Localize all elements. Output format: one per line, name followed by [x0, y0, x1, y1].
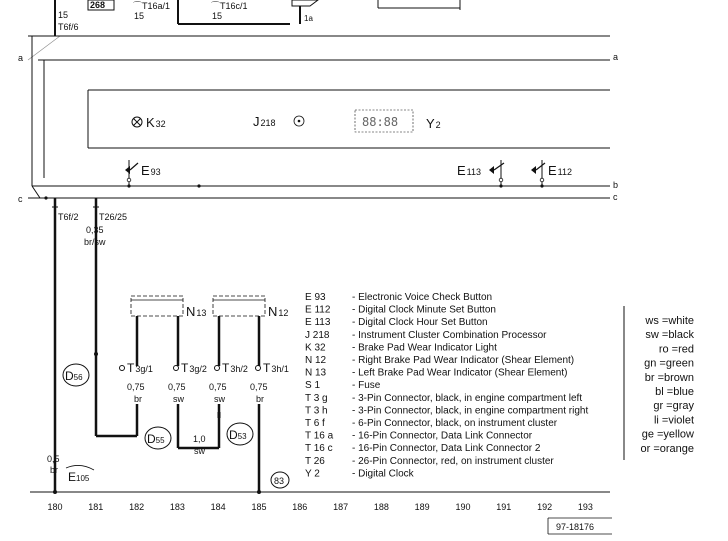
t3g1-color: br — [134, 394, 143, 404]
legend-desc: - 16-Pin Connector, Data Link Connector 2 — [352, 443, 541, 455]
label-15: 15 — [58, 10, 69, 20]
legend-code: T 3 h — [305, 405, 328, 417]
ground-d55 — [145, 427, 171, 449]
n13-label: N13 — [186, 304, 207, 319]
label-1a: 1a — [304, 14, 313, 23]
color-key-entry: gr =gray — [653, 400, 694, 413]
bus-label-a-right: a — [613, 52, 619, 62]
processor-j218 — [253, 114, 304, 129]
wire-gauge-035: 0,35 — [86, 225, 104, 235]
svg-text:E105: E105 — [68, 470, 90, 484]
button-e112 — [531, 160, 572, 185]
svg-text:D55: D55 — [147, 432, 165, 446]
legend-code: T 6 f — [305, 418, 325, 429]
wire-color-br-left: br — [50, 465, 59, 475]
legend-desc: - Left Brake Pad Wear Indicator (Shear Element) — [352, 367, 568, 379]
track-number: 183 — [169, 502, 185, 512]
legend-code: Y 2 — [305, 468, 320, 480]
component-legend — [305, 292, 588, 479]
legend-desc: - Right Brake Pad Wear Indicator (Shear Element) — [352, 355, 575, 366]
t3h2-label: T3h/2 — [222, 361, 248, 375]
legend-desc: - Brake Pad Wear Indicator Light — [352, 342, 497, 354]
doc-ref-text: 97-18176 — [556, 522, 595, 532]
legend-desc: - 16-Pin Connector, Data Link Connector — [352, 430, 533, 442]
ground-d56 — [63, 364, 89, 386]
digital-clock-y2 — [355, 110, 441, 132]
label-15b: 15 — [134, 11, 145, 21]
ground-d53 — [227, 423, 253, 445]
legend-desc: - Digital Clock Minute Set Button — [352, 304, 496, 316]
clock-display: 88:88 — [362, 115, 399, 129]
e112-label: E112 — [548, 163, 573, 178]
top-fuse-area — [55, 0, 460, 36]
legend-code: T 16 c — [305, 443, 333, 455]
wire-color-key — [624, 306, 694, 460]
color-key-entry: ro =red — [658, 343, 694, 356]
legend-desc: - Digital Clock — [352, 468, 414, 480]
track-number: 180 — [47, 502, 63, 512]
t3h1-gauge: 0,75 — [250, 382, 268, 392]
track-number: 182 — [129, 502, 145, 512]
connector-t3g1 — [120, 361, 153, 404]
legend-desc: - 26-Pin Connector, red, on instrument cluster — [352, 455, 554, 467]
track-number: 193 — [577, 502, 593, 512]
legend-desc: - Fuse — [352, 380, 381, 392]
connector-t3h2 — [209, 361, 248, 404]
wire-color-brsw: br/sw — [84, 237, 106, 247]
connector-t3h1 — [250, 361, 289, 404]
color-key-entry: ge =yellow — [641, 428, 694, 441]
legend-code: E 112 — [305, 304, 331, 316]
wire-color-sw-mid: sw — [194, 446, 205, 456]
wire-label-t6f2: T6f/2 — [58, 212, 79, 222]
legend-code: T 16 a — [305, 430, 334, 442]
track-number: 192 — [537, 502, 553, 512]
svg-text:D53: D53 — [229, 428, 247, 442]
t3g2-label: T3g/2 — [181, 361, 207, 375]
legend-code: J 218 — [305, 329, 330, 341]
legend-desc: - 3-Pin Connector, black, in engine compartment left — [352, 392, 583, 404]
label-268: 268 — [90, 0, 106, 10]
color-key-entry: gn =green — [644, 357, 694, 370]
track-number: 186 — [292, 502, 308, 512]
t3h2-gauge: 0,75 — [209, 382, 227, 392]
legend-desc: - 6-Pin Connector, black, on instrument cluster — [352, 418, 558, 429]
t3g1-label: T3g/1 — [127, 361, 153, 375]
legend-code: T 26 — [305, 455, 325, 467]
legend-code: N 12 — [305, 355, 327, 366]
svg-text:D56: D56 — [65, 369, 83, 383]
color-key-entry: or =orange — [640, 442, 694, 455]
svg-text:83: 83 — [274, 476, 285, 486]
legend-desc: - Digital Clock Hour Set Button — [352, 317, 488, 329]
t3h1-label: T3h/1 — [263, 361, 289, 375]
j218-label: J218 — [253, 114, 276, 129]
bus-lines-bc — [18, 180, 618, 204]
track-number: 184 — [210, 502, 226, 512]
wire-gauge-05: 0,5 — [47, 454, 60, 464]
button-e113 — [457, 160, 504, 185]
instrument-cluster-housing — [18, 36, 618, 186]
n12-label: N12 — [268, 304, 289, 319]
bus-label-c-left: c — [18, 194, 23, 204]
color-key-entry: br =brown — [644, 371, 694, 384]
legend-code: T 3 g — [305, 392, 328, 404]
ground-ref-83 — [271, 472, 289, 488]
button-e93 — [125, 160, 161, 185]
track-number: 188 — [373, 502, 389, 512]
ground-e105 — [66, 465, 94, 484]
e113-label: E113 — [457, 163, 482, 178]
t3g1-gauge: 0,75 — [127, 382, 145, 392]
legend-desc: - 3-Pin Connector, black, in engine compartment right — [352, 405, 589, 417]
t3g2-gauge: 0,75 — [168, 382, 186, 392]
connector-t16c1: ⌒T16c/1 — [211, 1, 248, 11]
bus-label-a-left: a — [18, 53, 24, 63]
track-number: 187 — [333, 502, 349, 512]
track-numbers — [47, 502, 592, 512]
e93-label: E93 — [141, 163, 161, 178]
label-t6f6: T6f/6 — [58, 22, 79, 32]
y2-label: Y2 — [426, 116, 441, 131]
wire-gauge-10: 1,0 — [193, 434, 206, 444]
t3h2-color: sw — [214, 394, 225, 404]
doc-reference — [548, 518, 612, 534]
legend-code: E 93 — [305, 292, 326, 303]
t3g2-color: sw — [173, 394, 184, 404]
connector-t16a1: ⌒T16a/1 — [133, 1, 171, 11]
t3h1-color: br — [256, 394, 265, 404]
color-key-entry: li =violet — [653, 414, 694, 427]
wire-label-t26-25: T26/25 — [99, 212, 128, 222]
track-number: 181 — [88, 502, 104, 512]
track-number: 185 — [251, 502, 267, 512]
track-number: 190 — [455, 502, 471, 512]
color-key-entry: ws =white — [645, 315, 694, 327]
k32-label: K32 — [146, 115, 166, 130]
label-15c: 15 — [212, 11, 223, 21]
legend-desc: - Instrument Cluster Combination Processor — [352, 329, 547, 341]
track-number: 189 — [414, 502, 430, 512]
color-key-entry: bl =blue — [655, 386, 694, 398]
track-number: 191 — [496, 502, 512, 512]
bus-label-c-right: c — [613, 192, 618, 202]
bus-label-b-right: b — [613, 180, 619, 190]
connector-t3g2 — [168, 361, 207, 404]
legend-code: E 113 — [305, 317, 331, 329]
legend-code: N 13 — [305, 367, 327, 379]
legend-desc: - Electronic Voice Check Button — [352, 292, 493, 303]
color-key-entry: sw =black — [645, 329, 694, 342]
legend-code: S 1 — [305, 380, 321, 392]
legend-code: K 32 — [305, 342, 326, 354]
brake-warning-light-k32 — [132, 115, 166, 130]
